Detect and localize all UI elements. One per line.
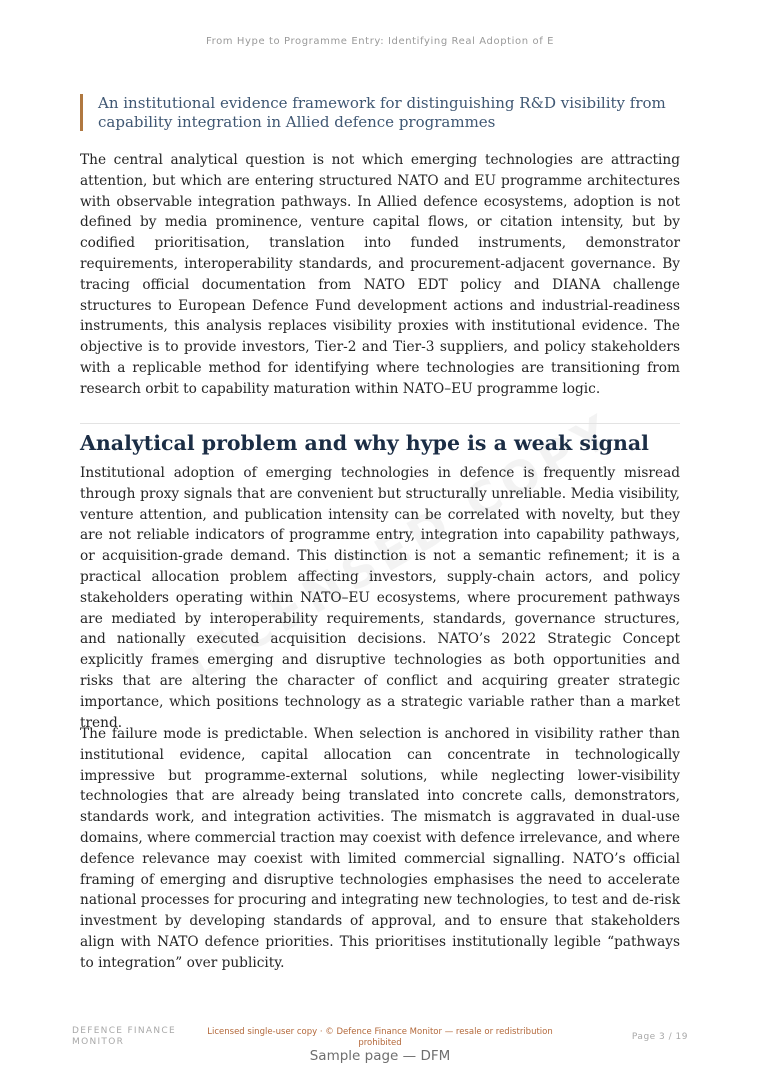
sample-page-label: Sample page — DFM [309, 1048, 451, 1064]
pull-quote: An institutional evidence framework for distinguishing R&D visibility from capability integration in Allied defence programmes [80, 94, 680, 131]
footer-brand-line: MONITOR [72, 1036, 125, 1047]
section-divider [80, 423, 680, 424]
body-paragraph: Institutional adoption of emerging technologies in defence is frequently misread through proxy signals that are convenient but structurally unreliable. Media visibility, venture attention, and publication intensity can be correlated with novelty, but they are not reliable indicators of programme entry, integration into capability pathways, or acquisition-grade demand. This distinction is not a semantic refinement; it is a practical allocation problem affecting investors, supply-chain actors, and policy stakeholders operating within NATO–EU ecosystems, where procurement pathways are mediated by interoperability requirements, standards, governance structures, and nationally executed acquisition decisions. NATO’s 2022 Strategic Concept explicitly frames emerging and disruptive technologies as both opportunities and risks that are altering the character of conflict and acquiring greater strategic importance, which positions technology as a strategic variable rather than a market trend. [80, 465, 680, 731]
footer-brand-line: DEFENCE FINANCE [72, 1026, 176, 1036]
intro-paragraph: The central analytical question is not which emerging technologies are attracting attention, but which are entering structured NATO and EU programme architectures with observable integration pathways. In Allied defence ecosystems, adoption is not defined by media prominence, venture capital flows, or citation intensity, but by codified prioritisation, translation into funded instruments, demonstrator requirements, interoperability standards, and procurement-adjacent governance. By tracing official documentation from NATO EDT policy and DIANA challenge structures to European Defence Fund development actions and industrial-readiness instruments, this analysis replaces visibility proxies with institutional evidence. The objective is to provide investors, Tier-2 and Tier-3 suppliers, and policy stakeholders with a replicable method for identifying where technologies are transitioning from research orbit to capability maturation within NATO–EU programme logic. [80, 152, 680, 397]
running-header: From Hype to Programme Entry: Identifying Real Adoption of E [205, 36, 555, 47]
body-paragraph: The failure mode is predictable. When selection is anchored in visibility rather than institutional evidence, capital allocation can concentrate in technologically impressive but programme-external solutions, while neglecting lower-visibility technologies that are already being translated into concrete calls, demonstrators, standards work, and integration activities. The mismatch is aggravated in dual-use domains, where commercial traction may coexist with defence irrelevance, and where defence relevance may coexist with limited commercial signalling. NATO’s official framing of emerging and disruptive technologies emphasises the need to accelerate national processes for procuring and integrating new technologies, to test and de-risk investment by developing standards of approval, and to ensure that stakeholders align with NATO defence priorities. This prioritises institutionally legible “pathways to integration” over publicity. [80, 726, 680, 971]
footer-license-notice: Licensed single-user copy · © Defence Finance Monitor — resale or redistribution prohibited [207, 1027, 553, 1048]
page-number: Page 3 / 19 [631, 1032, 688, 1042]
section-heading: Analytical problem and why hype is a weak signal [80, 431, 649, 455]
footer-brand [72, 1026, 202, 1047]
